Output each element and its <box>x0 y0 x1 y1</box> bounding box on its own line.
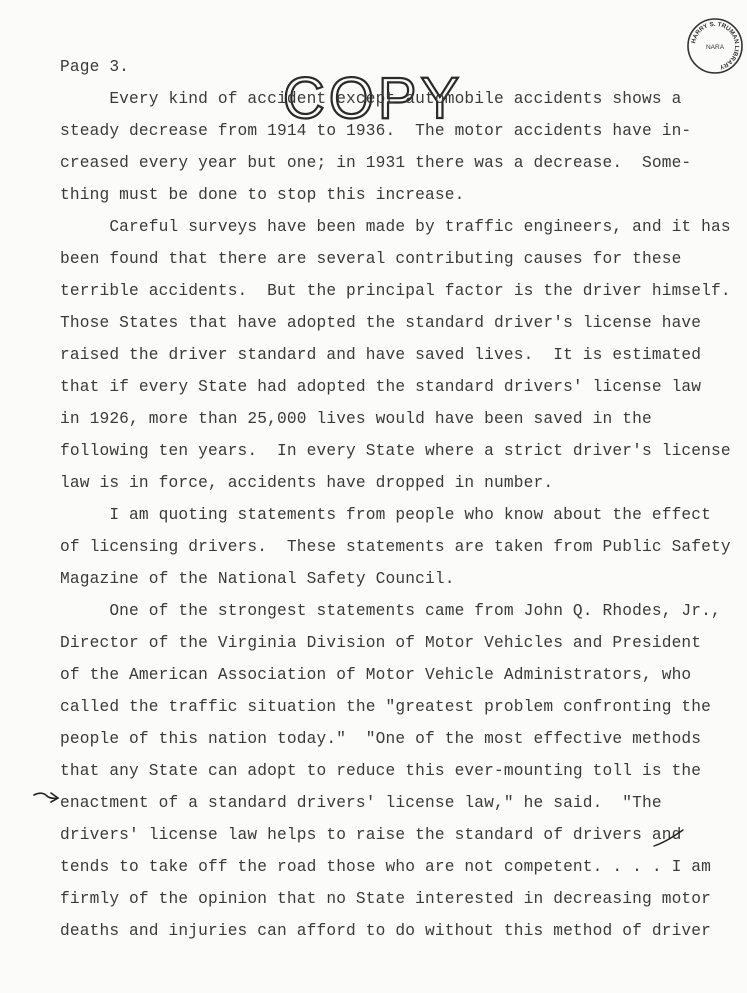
text-line: following ten years. In every State where a strict driver's license <box>60 442 731 460</box>
text-line: people of this nation today." "One of the most effective methods <box>60 730 702 748</box>
text-line: of licensing drivers. These statements are taken from Public Safety <box>60 538 731 556</box>
text-line: Every kind of accident except automobile accidents shows a <box>60 90 682 108</box>
text-line: that any State can adopt to reduce this ever-mounting toll is the <box>60 762 702 780</box>
text-line: enactment of a standard drivers' license law," he said. "The <box>60 794 662 812</box>
margin-arrow-mark <box>32 787 62 807</box>
text-line: Magazine of the National Safety Council. <box>60 570 455 588</box>
text-line: drivers' license law helps to raise the standard of drivers and <box>60 826 682 844</box>
text-line: of the American Association of Motor Vehicle Administrators, who <box>60 666 692 684</box>
text-line: called the traffic situation the "greatest problem confronting the <box>60 698 712 716</box>
text-line: in 1926, more than 25,000 lives would have been saved in the <box>60 410 652 428</box>
body-text <box>60 0 740 993</box>
library-stamp-arc-text: HARRY S. TRUMAN LIBRARY <box>690 20 741 71</box>
text-line: terrible accidents. But the principal factor is the driver himself. <box>60 282 731 300</box>
text-line: firmly of the opinion that no State interested in decreasing motor <box>60 890 712 908</box>
text-line: raised the driver standard and have saved lives. It is estimated <box>60 346 702 364</box>
text-line: deaths and injuries can afford to do without this method of driver <box>60 922 712 940</box>
text-line: One of the strongest statements came from John Q. Rhodes, Jr., <box>60 602 721 620</box>
text-line: Those States that have adopted the standard driver's license have <box>60 314 702 332</box>
text-line: law is in force, accidents have dropped in number. <box>60 474 554 492</box>
text-line: thing must be done to stop this increase. <box>60 186 465 204</box>
text-line: tends to take off the road those who are not competent. . . . I am <box>60 858 712 876</box>
copy-stamp-text: COPY <box>282 66 464 131</box>
text-line: been found that there are several contributing causes for these <box>60 250 682 268</box>
margin-tick-mark <box>652 826 686 852</box>
text-line: steady decrease from 1914 to 1936. The motor accidents have in- <box>60 122 692 140</box>
text-line: Careful surveys have been made by traffic engineers, and it has <box>60 218 731 236</box>
text-line: I am quoting statements from people who know about the effect <box>60 506 712 524</box>
text-line: that if every State had adopted the standard drivers' license law <box>60 378 702 396</box>
text-line: Director of the Virginia Division of Motor Vehicles and President <box>60 634 702 652</box>
text-line: creased every year but one; in 1931 there was a decrease. Some- <box>60 154 692 172</box>
library-stamp-center-text: NARA <box>705 44 725 51</box>
page-label: Page 3. <box>60 58 130 76</box>
